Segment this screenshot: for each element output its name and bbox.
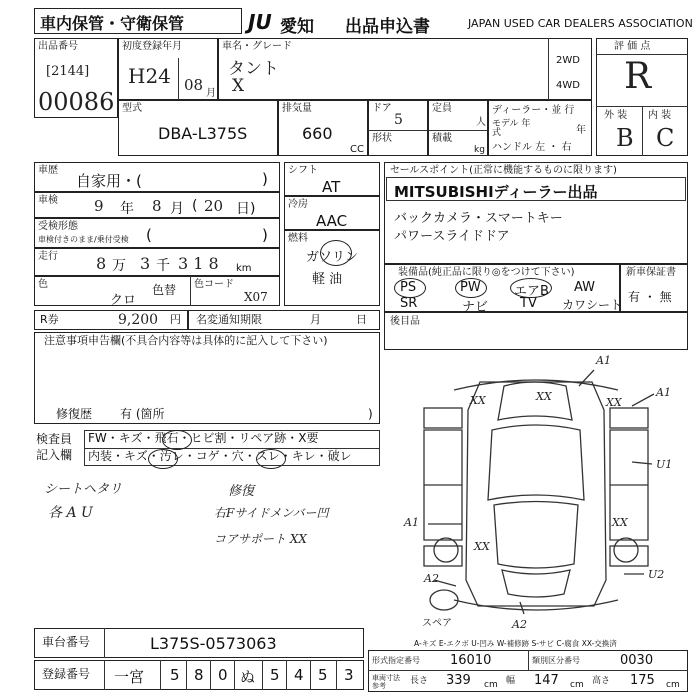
- plate-area: 一宮: [114, 668, 145, 686]
- fuel-label: 燃料: [288, 233, 308, 244]
- int-label: 内 装: [648, 110, 672, 121]
- plate-digit-1: 5: [170, 666, 180, 684]
- equip-pw-circle: [455, 278, 487, 298]
- mileage-man-unit: 万: [112, 258, 126, 274]
- association-name: JAPAN USED CAR DEALERS ASSOCIATION: [468, 17, 693, 30]
- color-change-label: 色替: [152, 283, 177, 297]
- length-value: 339: [446, 673, 471, 688]
- handwritten-repair: 修復: [228, 484, 255, 499]
- equip-pw: PW: [460, 280, 481, 295]
- width-label: 幅: [506, 676, 516, 686]
- shift-label: シフト: [288, 165, 318, 176]
- mileage-label: 走行: [38, 251, 58, 262]
- damage-legend: A-キズ E-エクボ U-凹み W-補修跡 S-サビ C-腐食 XX-交換済: [414, 639, 617, 648]
- warranty-value: 有 ・ 無: [628, 290, 672, 304]
- class-number-label: 類別区分番号: [532, 656, 580, 665]
- receiving-label: 受検形態: [38, 221, 78, 232]
- ext-score: B: [616, 124, 634, 152]
- width-unit: cm: [570, 680, 584, 690]
- mileage-man: 8: [96, 254, 107, 273]
- equip-aw: AW: [574, 280, 596, 295]
- drive-2wd: 2WD: [556, 55, 580, 66]
- ext-label: 外 装: [604, 110, 628, 121]
- mark-a1-right: A1: [656, 386, 671, 399]
- displacement-value: 660: [302, 124, 333, 143]
- inspector-label-2: 記入欄: [36, 448, 73, 462]
- form-title: 出品申込書: [345, 17, 430, 37]
- capacity-label: 定員: [432, 103, 452, 114]
- shift-value: AT: [322, 178, 341, 196]
- mark-a1-top: A1: [596, 354, 611, 367]
- mark-a2-left: A2: [424, 572, 439, 585]
- doors-label: ドア: [372, 103, 392, 114]
- plate-digit-6: 5: [318, 666, 328, 684]
- color-code: X07: [244, 290, 268, 304]
- class-number-value: 0030: [620, 653, 654, 668]
- recycle-unit: 円: [170, 313, 181, 326]
- registration-month-unit: 月: [206, 88, 216, 99]
- ju-logo: JU: [248, 10, 272, 34]
- plate-digit-3: 0: [218, 666, 228, 684]
- receiving-sub: 車検付きのまま/乗付受検: [38, 235, 129, 244]
- capacity-unit: 人: [476, 117, 486, 128]
- inspection-month: 8: [152, 197, 162, 215]
- repair-label: 修復歴: [56, 407, 93, 421]
- inspector-row-2: 内装・キズ・汚レ・コゲ・穴・スレ・キレ・破レ: [88, 449, 352, 463]
- ju-logo-text: 愛知: [280, 17, 314, 37]
- lot-label: 出品番号: [38, 41, 78, 52]
- inspection-year: 9: [94, 197, 104, 215]
- type-number-label: 形式指定番号: [372, 656, 420, 665]
- selling-point-2: バックカメラ・スマートキー: [394, 211, 563, 226]
- mark-xx-left: XX: [474, 540, 490, 553]
- plate-digit-7: 3: [344, 666, 354, 684]
- name-change-label: 名変通知期限: [196, 313, 262, 326]
- plate-kana: ぬ: [240, 668, 256, 686]
- displacement-label: 排気量: [282, 103, 312, 114]
- plate-digit-2: 8: [194, 666, 204, 684]
- notes-label: 注意事項申告欄(不具合内容等は具体的に記入して下さい): [44, 334, 328, 347]
- mark-xx-top-right: XX: [606, 396, 622, 409]
- aircon-label: 冷房: [288, 199, 308, 210]
- inspection-label: 車検: [38, 195, 58, 206]
- equip-navi: ナビ: [462, 300, 489, 315]
- car-name-label: 車名・グレード: [222, 41, 292, 52]
- model-value: DBA-L375S: [158, 124, 248, 143]
- mark-u2-right: U2: [648, 568, 665, 581]
- load-label: 積載: [432, 133, 452, 144]
- wear-circle: [256, 449, 286, 469]
- receiving-open: (: [146, 226, 152, 244]
- equip-leather-seat: カワシート: [562, 298, 623, 312]
- plate-label: 登録番号: [42, 667, 91, 681]
- name-change-day: 日: [356, 313, 367, 326]
- stain-circle: [148, 449, 178, 469]
- mark-a1-left: A1: [404, 516, 419, 529]
- equip-tv: TV: [520, 296, 537, 311]
- equip-ps: PS: [400, 280, 417, 295]
- recycle-value: 9,200: [118, 312, 159, 328]
- inspection-day-open: (: [192, 198, 198, 214]
- name-change-unit: 月: [310, 313, 321, 326]
- mark-xx-top-mid: XX: [536, 390, 552, 403]
- registration-label: 初度登録年月: [122, 41, 182, 52]
- height-value: 175: [630, 673, 655, 688]
- handwritten-seat: シートヘタリ: [44, 482, 123, 497]
- car-name: タント: [228, 59, 279, 79]
- history-label: 車歴: [38, 165, 58, 176]
- aftermarket-box: [384, 312, 688, 350]
- mileage-rest: 3 1 8: [178, 254, 219, 273]
- equip-airbag: エアB: [514, 284, 549, 299]
- receiving-close: ): [262, 226, 268, 244]
- displacement-unit: CC: [350, 144, 364, 155]
- history-value: 自家用・(: [76, 172, 142, 190]
- color-code-label: 色コード: [194, 279, 234, 290]
- car-damage-diagram: [384, 350, 688, 632]
- fuel-selected-circle: [320, 240, 352, 266]
- selling-points-label: セールスポイント(正常に機能するものに限ります): [390, 165, 617, 176]
- inspector-row-1: FW・キズ・飛石・ヒビ割・リペア跡・X要: [88, 431, 319, 445]
- dealer-type: ディーラー・並 行: [492, 105, 575, 116]
- mark-xx-top-left: XX: [470, 394, 486, 407]
- grade-score: R: [624, 56, 652, 97]
- history-box: [34, 162, 280, 192]
- dealer-handle: ハンドル 左 ・ 右: [492, 142, 572, 153]
- color-value: クロ: [110, 293, 137, 308]
- lot-sub-number: [2144]: [46, 64, 90, 79]
- drive-4wd: 4WD: [556, 80, 580, 91]
- inspector-label-1: 検査員: [36, 432, 73, 446]
- fuel-diesel: 軽 油: [312, 272, 343, 287]
- plate-digit-4: 5: [270, 666, 280, 684]
- repair-value: 有 (箇所: [120, 407, 165, 421]
- size-label: 車両寸法 参考: [372, 674, 400, 690]
- stone-chip-circle: [162, 430, 192, 450]
- aftermarket-label: 後目品: [390, 316, 420, 327]
- height-unit: cm: [666, 680, 680, 690]
- inspection-year-unit: 年: [120, 201, 134, 217]
- height-label: 高さ: [592, 676, 611, 686]
- handwritten-dents: 各 A U: [48, 505, 93, 521]
- handwritten-core-support: コアサポート XX: [214, 532, 307, 546]
- lot-number: 00086: [38, 88, 115, 116]
- registration-month: 08: [184, 76, 204, 94]
- history-close: ): [262, 170, 268, 188]
- aircon-value: AAC: [316, 212, 348, 230]
- inspection-day: 20: [204, 197, 224, 215]
- equip-ps-circle: [394, 278, 426, 298]
- mileage-sen-unit: 千: [156, 258, 170, 274]
- length-unit: cm: [484, 680, 498, 690]
- model-label: 型式: [122, 103, 142, 114]
- storage-stamp-text: 車内保管・守衛保管: [40, 14, 185, 33]
- equip-sr: SR: [400, 296, 418, 311]
- car-grade: X: [232, 76, 245, 96]
- chassis-value: L375S-0573063: [150, 634, 277, 653]
- inspection-month-unit: 月: [170, 201, 184, 217]
- mark-xx-right: XX: [612, 516, 628, 529]
- doors-value: 5: [394, 112, 403, 128]
- selling-point-1: MITSUBISHIディーラー出品: [394, 183, 598, 201]
- mark-u1-right: U1: [656, 458, 673, 471]
- mileage-unit: km: [236, 263, 252, 274]
- dealer-year-unit: 年: [576, 125, 586, 136]
- plate-digit-5: 4: [294, 666, 304, 684]
- type-number-value: 16010: [450, 653, 492, 668]
- repair-close: ): [368, 407, 373, 421]
- registration-year: H24: [128, 64, 171, 88]
- equip-airbag-circle: [510, 278, 552, 298]
- warranty-label: 新車保証書: [626, 267, 676, 278]
- chassis-label: 車台番号: [42, 635, 91, 649]
- dealer-model-year: モデル 年式: [492, 119, 531, 138]
- handwritten-side-member: 右Fサイドメンバー凹: [214, 506, 329, 520]
- inspection-day-unit: 日): [236, 201, 256, 217]
- int-score: C: [656, 124, 675, 152]
- equipment-label: 装備品(純正品に限り◎をつけて下さい): [398, 267, 575, 278]
- mileage-sen: 3: [140, 254, 151, 273]
- mark-spare: スペア: [422, 618, 452, 629]
- width-value: 147: [534, 673, 559, 688]
- grade-label: 評 価 点: [614, 41, 651, 52]
- shape-label: 形状: [372, 133, 392, 144]
- color-label: 色: [38, 279, 48, 290]
- load-unit: kg: [474, 145, 485, 155]
- fuel-gasoline: ガソリン: [306, 250, 359, 265]
- length-label: 長さ: [410, 676, 429, 686]
- recycle-label: R券: [40, 313, 59, 326]
- mark-a2-bottom: A2: [512, 618, 527, 631]
- selling-point-3: パワースライドドア: [394, 229, 510, 244]
